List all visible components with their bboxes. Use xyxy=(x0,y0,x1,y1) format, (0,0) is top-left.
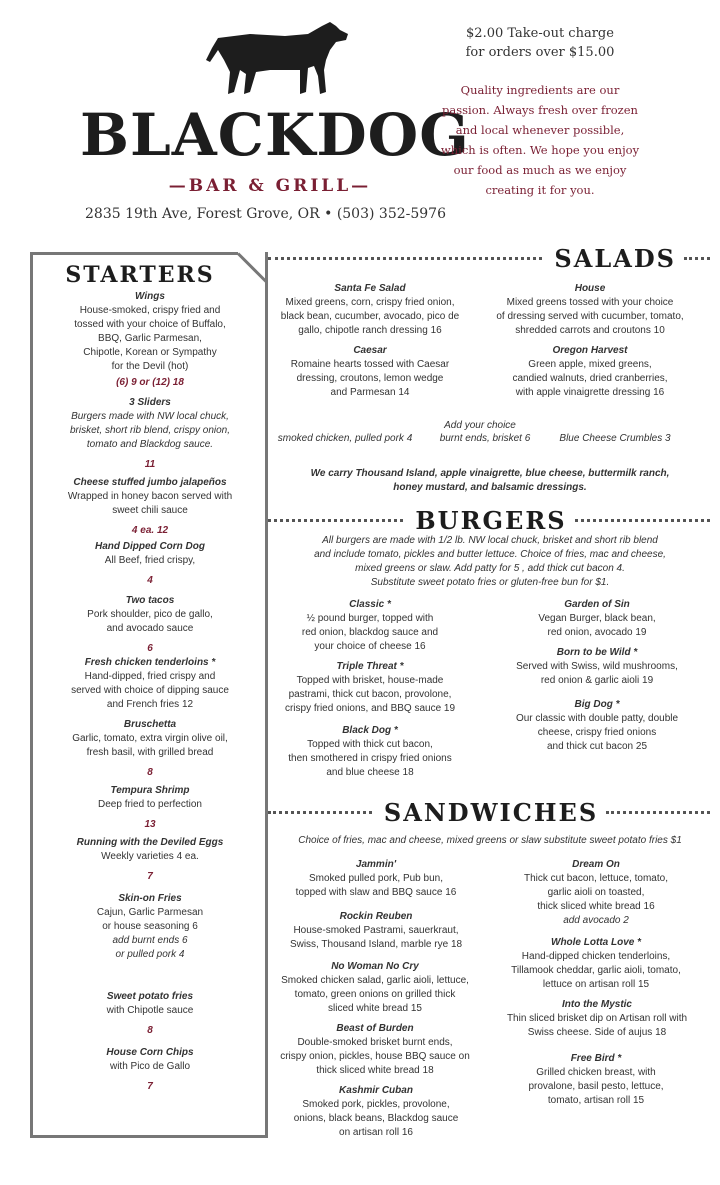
takeout-line: for orders over $15.00 xyxy=(465,45,615,60)
item-desc: and French fries 12 xyxy=(106,699,194,710)
item-desc: with Pico de Gallo xyxy=(109,1061,191,1072)
starter-item xyxy=(38,290,262,390)
divider-dots xyxy=(268,811,372,815)
menu-item xyxy=(490,344,690,400)
item-name: House Corn Chips xyxy=(106,1047,194,1058)
item-desc: BBQ, Garlic Parmesan, xyxy=(98,333,202,344)
item-name: Tempura Shrimp xyxy=(110,785,190,796)
item-price: 6 xyxy=(147,643,153,654)
menu-item xyxy=(486,998,708,1040)
item-name: Black Dog * xyxy=(342,725,398,736)
item-price: 4 ea. 12 xyxy=(131,525,169,536)
quality-line: creating it for you. xyxy=(485,183,595,197)
item-name: Oregon Harvest xyxy=(552,345,628,356)
item-desc: with apple vinaigrette dressing 16 xyxy=(515,387,665,398)
quality-line: and local whenever possible, xyxy=(455,123,625,137)
item-name: Santa Fe Salad xyxy=(334,283,406,294)
item-desc: Garlic, tomato, extra virgin olive oil, xyxy=(72,733,228,744)
salads-header xyxy=(268,244,710,273)
item-desc: lettuce on artisan roll 15 xyxy=(542,979,650,990)
addon-title: Add your choice xyxy=(444,420,516,431)
item-desc: Vegan Burger, black bean, xyxy=(538,613,656,624)
item-desc: brisket, short rib blend, crispy onion, xyxy=(69,425,231,436)
item-desc: tomato, artisan roll 15 xyxy=(547,1095,645,1106)
item-desc: Romaine hearts tossed with Caesar xyxy=(290,359,450,370)
dog-logo-icon xyxy=(190,20,360,100)
starter-item xyxy=(38,892,262,962)
divider-dots xyxy=(268,257,542,261)
item-name: Caesar xyxy=(353,345,387,356)
menu-item xyxy=(490,1052,702,1108)
item-desc: red onion & garlic aioli 19 xyxy=(540,675,654,686)
item-name: Skin-on Fries xyxy=(118,893,182,904)
item-price: 8 xyxy=(147,1025,153,1036)
item-price: 13 xyxy=(144,819,156,830)
starter-item xyxy=(38,656,262,712)
burgers-intro xyxy=(270,534,710,590)
starter-item xyxy=(38,1046,262,1094)
item-name: Wings xyxy=(135,291,165,302)
starter-item xyxy=(38,718,262,780)
address-line: 2835 19th Ave, Forest Grove, OR • (503) 352-5976 xyxy=(85,206,446,222)
item-desc: Deep fried to perfection xyxy=(98,799,202,810)
item-name: Born to be Wild * xyxy=(556,647,638,658)
item-desc: cheese, crispy fried onions xyxy=(537,727,657,738)
item-name: Dream On xyxy=(572,859,620,870)
starter-item xyxy=(38,476,262,538)
item-desc: or house seasoning 6 xyxy=(102,921,198,932)
burgers-header xyxy=(268,506,710,535)
item-name: Garden of Sin xyxy=(564,599,630,610)
takeout-notice xyxy=(440,24,640,62)
item-desc: Grilled chicken breast, with xyxy=(536,1067,656,1078)
addon-option: Blue Cheese Crumbles 3 xyxy=(559,433,671,444)
item-name: Hand Dipped Corn Dog xyxy=(95,541,205,552)
divider-dots xyxy=(268,519,403,523)
divider-dots xyxy=(575,519,710,523)
item-desc: add burnt ends 6 xyxy=(112,935,188,946)
item-desc: Green apple, mixed greens, xyxy=(528,359,652,370)
item-desc: Smoked chicken salad, garlic aioli, lettuce, xyxy=(281,975,469,986)
menu-item xyxy=(270,282,470,338)
item-desc: sweet chili sauce xyxy=(112,505,188,516)
item-desc: thick sliced white bread 18 xyxy=(316,1065,434,1076)
item-desc: with Chipotle sauce xyxy=(106,1005,194,1016)
item-desc: Cajun, Garlic Parmesan xyxy=(96,907,204,918)
item-desc: fresh basil, with grilled bread xyxy=(86,747,214,758)
item-desc: garlic aioli on toasted, xyxy=(547,887,645,898)
item-desc: candied walnuts, dried cranberries, xyxy=(512,373,668,384)
menu-item xyxy=(490,858,702,928)
item-desc: Thick cut bacon, lettuce, tomato, xyxy=(524,873,668,884)
item-desc: Smoked pulled pork, Pub bun, xyxy=(309,873,443,884)
item-desc: your choice of cheese 16 xyxy=(314,641,426,652)
salads-title: SALADS xyxy=(554,244,676,273)
item-desc: or pulled pork 4 xyxy=(115,949,185,960)
item-desc: Burgers made with NW local chuck, xyxy=(71,411,229,422)
item-desc: Mixed greens tossed with your choice xyxy=(506,297,674,308)
item-desc: of dressing served with cucumber, tomato, xyxy=(496,311,684,322)
item-desc: red onion, avocado 19 xyxy=(547,627,647,638)
item-desc: Double-smoked brisket burnt ends, xyxy=(297,1037,453,1048)
item-desc: pastrami, thick cut bacon, provolone, xyxy=(288,689,452,700)
item-desc: onions, black beans, Blackdog sauce xyxy=(293,1113,459,1124)
menu-item xyxy=(270,344,470,400)
item-desc: sliced white bread 15 xyxy=(328,1003,422,1014)
menu-item xyxy=(266,1022,484,1078)
item-desc: Hand-dipped, fried crispy and xyxy=(84,671,216,682)
menu-item xyxy=(270,598,470,654)
item-desc: then smothered in crispy fried onions xyxy=(288,753,452,764)
menu-item xyxy=(266,960,484,1016)
item-name: House xyxy=(574,283,606,294)
item-desc: House-smoked Pastrami, sauerkraut, xyxy=(293,925,459,936)
item-price: 7 xyxy=(147,871,153,882)
menu-item xyxy=(497,646,697,688)
item-desc: Mixed greens, corn, crispy fried onion, xyxy=(285,297,455,308)
menu-item xyxy=(270,660,470,716)
quality-line: which is often. We hope you enjoy xyxy=(440,143,640,157)
starter-item xyxy=(38,836,262,884)
item-price: 8 xyxy=(147,767,153,778)
menu-item xyxy=(270,724,470,780)
quality-line: our food as much as we enjoy xyxy=(453,163,627,177)
item-desc: served with choice of dipping sauce xyxy=(71,685,229,696)
item-price: (6) 9 or (12) 18 xyxy=(116,377,184,388)
item-desc: and thick cut bacon 25 xyxy=(546,741,648,752)
item-name: Bruschetta xyxy=(123,719,177,730)
item-desc: topped with slaw and BBQ sauce 16 xyxy=(295,887,457,898)
item-desc: on artisan roll 16 xyxy=(339,1127,413,1138)
sandwiches-intro: Choice of fries, mac and cheese, mixed greens or slaw substitute sweet potato fries $1 xyxy=(298,835,682,846)
starter-item xyxy=(38,990,262,1038)
item-name: Triple Threat * xyxy=(336,661,404,672)
dressings-line: We carry Thousand Island, apple vinaigrette, blue cheese, buttermilk ranch, xyxy=(310,468,670,479)
dressings-note xyxy=(270,467,710,495)
addon-option: smoked chicken, pulled pork 4 xyxy=(277,433,413,444)
item-desc: House-smoked, crispy fried and xyxy=(79,305,221,316)
item-price: 7 xyxy=(147,1081,153,1092)
menu-item xyxy=(270,1084,482,1140)
item-name: 3 Sliders xyxy=(129,397,171,408)
quality-statement xyxy=(440,80,640,200)
menu-item xyxy=(497,698,697,754)
item-desc: provalone, basil pesto, lettuce, xyxy=(528,1081,664,1092)
item-desc: Our classic with double patty, double xyxy=(515,713,679,724)
item-desc: Hand-dipped chicken tenderloins, xyxy=(521,951,671,962)
item-desc: Pork shoulder, pico de gallo, xyxy=(87,609,213,620)
item-name: Classic * xyxy=(349,599,391,610)
item-desc: Swiss, Thousand Island, marble rye 18 xyxy=(289,939,463,950)
starters-title: STARTERS xyxy=(65,262,215,288)
item-desc: gallo, chipotle ranch dressing 16 xyxy=(298,325,442,336)
item-price: 11 xyxy=(144,459,156,470)
item-desc: tomato and Blackdog sauce. xyxy=(86,439,214,450)
item-desc: All Beef, fried crispy, xyxy=(104,555,196,566)
item-name: Beast of Burden xyxy=(336,1023,414,1034)
item-desc: red onion, blackdog sauce and xyxy=(301,627,439,638)
starter-item xyxy=(38,784,262,832)
item-desc: Swiss cheese. Side of aujus 18 xyxy=(527,1027,667,1038)
item-name: Into the Mystic xyxy=(561,999,632,1010)
item-desc: Thin sliced brisket dip on Artisan roll with xyxy=(506,1013,688,1024)
divider-dots xyxy=(606,811,710,815)
menu-item xyxy=(497,598,697,640)
menu-item xyxy=(490,936,702,992)
item-desc: Chipotle, Korean or Sympathy xyxy=(83,347,217,358)
item-desc: tomato, green onions on grilled thick xyxy=(294,989,456,1000)
divider-dots xyxy=(684,257,710,261)
item-desc: black bean, cucumber, avocado, pico de xyxy=(280,311,460,322)
menu-item xyxy=(270,858,482,900)
item-name: No Woman No Cry xyxy=(331,961,419,972)
item-desc: dressing, croutons, lemon wedge xyxy=(296,373,444,384)
item-desc: thick sliced white bread 16 xyxy=(537,901,655,912)
menu-item xyxy=(270,910,482,952)
item-name: Jammin' xyxy=(355,859,397,870)
quality-line: Quality ingredients are our xyxy=(460,83,620,97)
item-name: Running with the Deviled Eggs xyxy=(76,837,224,848)
starter-item xyxy=(38,594,262,656)
item-name: Rockin Reuben xyxy=(339,911,413,922)
item-desc: Tillamook cheddar, garlic aioli, tomato, xyxy=(511,965,681,976)
burgers-intro-line: Substitute sweet potato fries or gluten-free bun for $1. xyxy=(370,577,610,588)
brand-name: BLACKDOG xyxy=(80,101,470,169)
sandwiches-title: SANDWICHES xyxy=(383,798,599,827)
item-name: Big Dog * xyxy=(574,699,620,710)
addon-option: burnt ends, brisket 6 xyxy=(439,433,531,444)
item-name: Whole Lotta Love * xyxy=(551,937,641,948)
menu-item xyxy=(490,282,690,338)
item-desc: Weekly varieties 4 ea. xyxy=(101,851,199,862)
burgers-intro-line: mixed greens or slaw. Add patty for 5 , add thick cut bacon 4. xyxy=(355,563,625,574)
item-desc: ½ pound burger, topped with xyxy=(306,613,434,624)
burgers-title: BURGERS xyxy=(415,506,567,535)
item-desc: Smoked pork, pickles, provolone, xyxy=(302,1099,450,1110)
starter-item xyxy=(38,540,262,588)
item-desc: crispy onion, pickles, house BBQ sauce on xyxy=(280,1051,470,1062)
item-desc: and Parmesan 14 xyxy=(330,387,410,398)
item-desc: and blue cheese 18 xyxy=(326,767,414,778)
item-desc: for the Devil (hot) xyxy=(111,361,189,372)
item-name: Kashmir Cuban xyxy=(339,1085,413,1096)
burgers-intro-line: and include tomato, pickles and butter lettuce. Choice of fries, mac and cheese, xyxy=(314,549,666,560)
item-desc: crispy fried onions, and BBQ sauce 19 xyxy=(284,703,456,714)
item-name: Cheese stuffed jumbo jalapeños xyxy=(73,477,227,488)
takeout-line: $2.00 Take-out charge xyxy=(466,26,614,41)
item-desc: and avocado sauce xyxy=(106,623,194,634)
item-name: Two tacos xyxy=(125,595,175,606)
item-desc: Served with Swiss, wild mushrooms, xyxy=(516,661,678,672)
burgers-intro-line: All burgers are made with 1/2 lb. NW local chuck, brisket and short rib blend xyxy=(322,535,658,546)
item-price: 4 xyxy=(147,575,153,586)
item-desc: Topped with thick cut bacon, xyxy=(307,739,433,750)
sandwiches-header xyxy=(268,798,710,827)
item-name: Fresh chicken tenderloins * xyxy=(84,657,216,668)
item-name: Sweet potato fries xyxy=(106,991,194,1002)
item-desc: Topped with brisket, house-made xyxy=(296,675,444,686)
item-desc: add avocado 2 xyxy=(563,915,629,926)
item-name: Free Bird * xyxy=(570,1053,622,1064)
quality-line: passion. Always fresh over frozen xyxy=(442,103,638,117)
starter-item xyxy=(38,396,262,472)
item-desc: tossed with your choice of Buffalo, xyxy=(74,319,226,330)
item-desc: shredded carrots and croutons 10 xyxy=(515,325,665,336)
dressings-line: honey mustard, and balsamic dressings. xyxy=(393,482,587,493)
brand-tagline: —BAR & GRILL— xyxy=(168,176,372,196)
item-desc: Wrapped in honey bacon served with xyxy=(67,491,233,502)
